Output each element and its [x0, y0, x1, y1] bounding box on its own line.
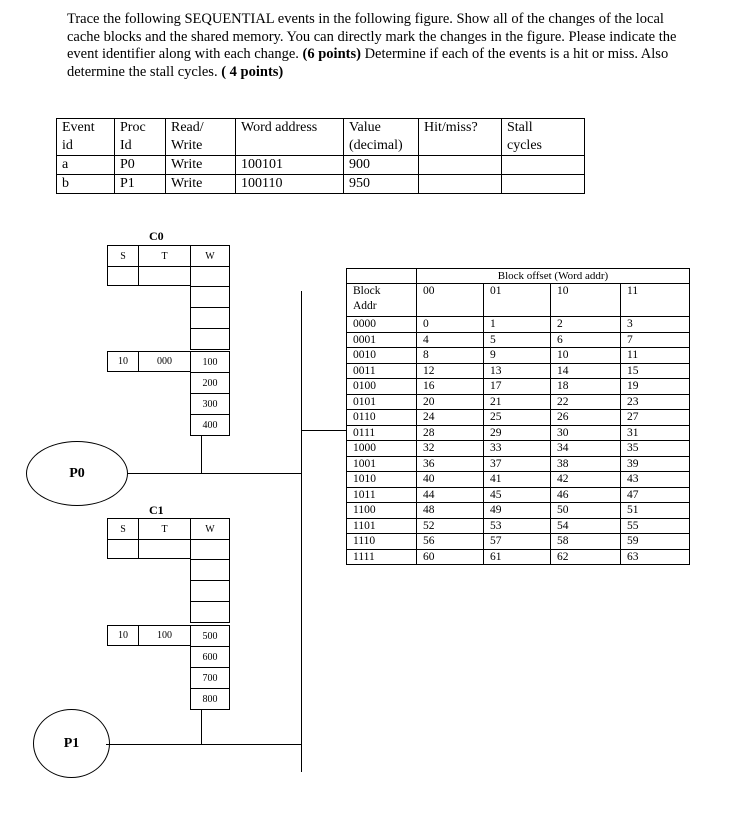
word-address: 100101: [236, 156, 344, 175]
memory-word-cell[interactable]: 26: [551, 410, 621, 426]
memory-word-cell[interactable]: 27: [621, 410, 690, 426]
memory-word-cell[interactable]: 24: [417, 410, 484, 426]
table-row: [347, 487, 690, 503]
memory-word-cell[interactable]: 35: [621, 441, 690, 457]
cache1-block1-word0[interactable]: 500: [190, 625, 230, 647]
memory-word-cell[interactable]: 2: [551, 317, 621, 333]
question-part-1: Trace the following SEQUENTIAL events in the following figure. Show all of the changes of the local cache blocks and the shared memory. You can directly mark the changes in the figure. Please indicate the event identifier along with each change.: [67, 11, 677, 62]
table-row: [347, 394, 690, 410]
block-offset-title: Block offset (Word addr): [417, 269, 690, 284]
memory-word-cell[interactable]: 41: [484, 472, 551, 488]
cache1-block0-state[interactable]: [107, 539, 139, 559]
table-row: [347, 410, 690, 426]
table-row: [57, 156, 585, 175]
header-proc-id: Proc Id: [115, 119, 166, 156]
offset-header-10: 10: [551, 284, 621, 317]
block-addr-cell: 1101: [347, 518, 417, 534]
memory-word-cell[interactable]: 31: [621, 425, 690, 441]
table-row: [57, 175, 585, 194]
table-row: [347, 549, 690, 565]
memory-word-cell[interactable]: 16: [417, 379, 484, 395]
block-addr-cell: 1100: [347, 503, 417, 519]
memory-word-cell[interactable]: 57: [484, 534, 551, 550]
stall-cycles-cell[interactable]: [502, 175, 585, 194]
processor-p0: P0: [26, 441, 128, 506]
table-row: [347, 534, 690, 550]
cache1-block0-word2[interactable]: [190, 580, 230, 602]
memory-word-cell[interactable]: 63: [621, 549, 690, 565]
block-addr-cell: 0111: [347, 425, 417, 441]
cache1-block1-tag[interactable]: 100: [138, 625, 191, 646]
memory-word-cell[interactable]: 46: [551, 487, 621, 503]
cache0-header-w: W: [190, 245, 230, 267]
cache0-block0-tag[interactable]: [138, 266, 191, 286]
memory-word-cell[interactable]: 48: [417, 503, 484, 519]
cache1-header-s: S: [107, 518, 139, 540]
memory-word-cell[interactable]: 33: [484, 441, 551, 457]
memory-word-cell[interactable]: 22: [551, 394, 621, 410]
block-addr-cell: 1010: [347, 472, 417, 488]
offset-header-11: 11: [621, 284, 690, 317]
block-addr-cell: 1011: [347, 487, 417, 503]
memory-word-cell[interactable]: 61: [484, 549, 551, 565]
shared-bus: [301, 291, 302, 772]
memory-word-cell[interactable]: 1: [484, 317, 551, 333]
block-addr-cell: 0000: [347, 317, 417, 333]
cache0-block0-word3[interactable]: [190, 328, 230, 350]
proc-id: P0: [115, 156, 166, 175]
cache0-block1-word1[interactable]: 200: [190, 372, 230, 394]
memory-word-cell[interactable]: 39: [621, 456, 690, 472]
block-addr-cell: 1110: [347, 534, 417, 550]
memory-word-cell[interactable]: 21: [484, 394, 551, 410]
memory-word-cell[interactable]: 54: [551, 518, 621, 534]
memory-word-cell[interactable]: 52: [417, 518, 484, 534]
table-row: [347, 472, 690, 488]
memory-word-cell[interactable]: 50: [551, 503, 621, 519]
memory-word-cell[interactable]: 25: [484, 410, 551, 426]
cache1-block0-word3[interactable]: [190, 601, 230, 623]
memory-word-cell[interactable]: 29: [484, 425, 551, 441]
points-label-2: ( 4 points): [221, 63, 284, 80]
memory-word-cell[interactable]: 0: [417, 317, 484, 333]
memory-word-cell[interactable]: 9: [484, 348, 551, 364]
memory-word-cell[interactable]: 3: [621, 317, 690, 333]
table-row: [347, 456, 690, 472]
block-addr-cell: 0011: [347, 363, 417, 379]
memory-word-cell[interactable]: 53: [484, 518, 551, 534]
event-id: a: [57, 156, 115, 175]
block-addr-cell: 1111: [347, 549, 417, 565]
memory-word-cell[interactable]: 58: [551, 534, 621, 550]
memory-word-cell[interactable]: 6: [551, 332, 621, 348]
offset-header-01: 01: [484, 284, 551, 317]
cache0-block0-word2[interactable]: [190, 307, 230, 329]
offset-header-00: 00: [417, 284, 484, 317]
block-addr-header: Block Addr: [347, 284, 417, 317]
cache0-block1-word2[interactable]: 300: [190, 393, 230, 415]
question-text: [67, 11, 697, 81]
cache1-block1-word1[interactable]: 600: [190, 646, 230, 668]
cache1-header-w: W: [190, 518, 230, 540]
header-value: Value (decimal): [344, 119, 419, 156]
cache0-block1-word3[interactable]: 400: [190, 414, 230, 436]
question-part-2: Determine if each of the events is a hit or miss. Also determine the stall cycles.: [67, 46, 669, 80]
p0-bus-line: [127, 473, 302, 474]
memory-corner-cell: [347, 269, 417, 284]
block-addr-cell: 1001: [347, 456, 417, 472]
memory-word-cell[interactable]: 4: [417, 332, 484, 348]
memory-word-cell[interactable]: 49: [484, 503, 551, 519]
cache1-block1-word3[interactable]: 800: [190, 688, 230, 710]
memory-word-cell[interactable]: 36: [417, 456, 484, 472]
stall-cycles-cell[interactable]: [502, 156, 585, 175]
read-write: Write: [166, 175, 236, 194]
header-hit-miss: Hit/miss?: [419, 119, 502, 156]
points-label-1: (6 points): [302, 46, 361, 62]
memory-rows: [347, 317, 690, 565]
memory-word-cell[interactable]: 8: [417, 348, 484, 364]
hit-miss-cell[interactable]: [419, 175, 502, 194]
memory-word-cell[interactable]: 37: [484, 456, 551, 472]
memory-word-cell[interactable]: 13: [484, 363, 551, 379]
cache0-title: C0: [149, 229, 164, 243]
table-row: [347, 425, 690, 441]
memory-word-cell[interactable]: 38: [551, 456, 621, 472]
cache0-header-s: S: [107, 245, 139, 267]
memory-word-cell[interactable]: 32: [417, 441, 484, 457]
memory-word-cell[interactable]: 20: [417, 394, 484, 410]
memory-word-cell[interactable]: 59: [621, 534, 690, 550]
cache1-block1-state[interactable]: 10: [107, 625, 139, 646]
memory-word-cell[interactable]: 43: [621, 472, 690, 488]
hit-miss-cell[interactable]: [419, 156, 502, 175]
memory-word-cell[interactable]: 12: [417, 363, 484, 379]
memory-word-cell[interactable]: 55: [621, 518, 690, 534]
block-addr-cell: 0110: [347, 410, 417, 426]
memory-word-cell[interactable]: 30: [551, 425, 621, 441]
cache1-block0-word1[interactable]: [190, 559, 230, 581]
memory-word-cell[interactable]: 10: [551, 348, 621, 364]
memory-word-cell[interactable]: 47: [621, 487, 690, 503]
table-row: [347, 332, 690, 348]
cache0-block1-tag[interactable]: 000: [138, 351, 191, 372]
events-table: [56, 118, 585, 194]
header-event-id: Event id: [57, 119, 115, 156]
events-header-row: [57, 119, 585, 156]
memory-word-cell[interactable]: 40: [417, 472, 484, 488]
memory-word-cell[interactable]: 28: [417, 425, 484, 441]
table-row: [347, 363, 690, 379]
memory-word-cell[interactable]: 51: [621, 503, 690, 519]
cache0-header-t: T: [138, 245, 191, 267]
cache1-bus-link: [201, 709, 202, 745]
memory-word-cell[interactable]: 60: [417, 549, 484, 565]
table-row: [347, 379, 690, 395]
memory-word-cell[interactable]: 14: [551, 363, 621, 379]
processor-p1: P1: [33, 709, 110, 778]
cache1-block1-word2[interactable]: 700: [190, 667, 230, 689]
table-row: [347, 441, 690, 457]
block-addr-cell: 1000: [347, 441, 417, 457]
memory-word-cell[interactable]: 23: [621, 394, 690, 410]
memory-word-cell[interactable]: 11: [621, 348, 690, 364]
table-row: [347, 348, 690, 364]
cache0-block1-state[interactable]: 10: [107, 351, 139, 372]
value: 950: [344, 175, 419, 194]
value: 900: [344, 156, 419, 175]
memory-word-cell[interactable]: 5: [484, 332, 551, 348]
block-addr-cell: 0001: [347, 332, 417, 348]
word-address: 100110: [236, 175, 344, 194]
block-addr-cell: 0010: [347, 348, 417, 364]
memory-word-cell[interactable]: 42: [551, 472, 621, 488]
event-id: b: [57, 175, 115, 194]
memory-word-cell[interactable]: 44: [417, 487, 484, 503]
table-row: [347, 317, 690, 333]
header-read-write: Read/ Write: [166, 119, 236, 156]
cache0-block1-word0[interactable]: 100: [190, 351, 230, 373]
cache0-bus-link: [201, 435, 202, 474]
memory-header-row: [347, 284, 690, 317]
block-addr-cell: 0100: [347, 379, 417, 395]
p1-bus-line: [106, 744, 302, 745]
block-addr-cell: 0101: [347, 394, 417, 410]
header-stall-cycles: Stall cycles: [502, 119, 585, 156]
shared-memory-table: [346, 268, 690, 565]
memory-word-cell[interactable]: 7: [621, 332, 690, 348]
memory-word-cell[interactable]: 15: [621, 363, 690, 379]
memory-offset-title-row: [347, 269, 690, 284]
cache1-block0-word0[interactable]: [190, 539, 230, 560]
cache0-block0-state[interactable]: [107, 266, 139, 286]
cache0-block0-word0[interactable]: [190, 266, 230, 287]
cache1-block0-tag[interactable]: [138, 539, 191, 559]
memory-word-cell[interactable]: 18: [551, 379, 621, 395]
read-write: Write: [166, 156, 236, 175]
table-row: [347, 503, 690, 519]
table-row: [347, 518, 690, 534]
memory-word-cell[interactable]: 56: [417, 534, 484, 550]
memory-word-cell[interactable]: 34: [551, 441, 621, 457]
memory-word-cell[interactable]: 17: [484, 379, 551, 395]
cache1-title: C1: [149, 503, 164, 517]
memory-bus-link: [301, 430, 347, 431]
header-word-address: Word address: [236, 119, 344, 156]
memory-word-cell[interactable]: 62: [551, 549, 621, 565]
memory-word-cell[interactable]: 19: [621, 379, 690, 395]
cache0-block0-word1[interactable]: [190, 286, 230, 308]
cache1-header-t: T: [138, 518, 191, 540]
memory-word-cell[interactable]: 45: [484, 487, 551, 503]
proc-id: P1: [115, 175, 166, 194]
